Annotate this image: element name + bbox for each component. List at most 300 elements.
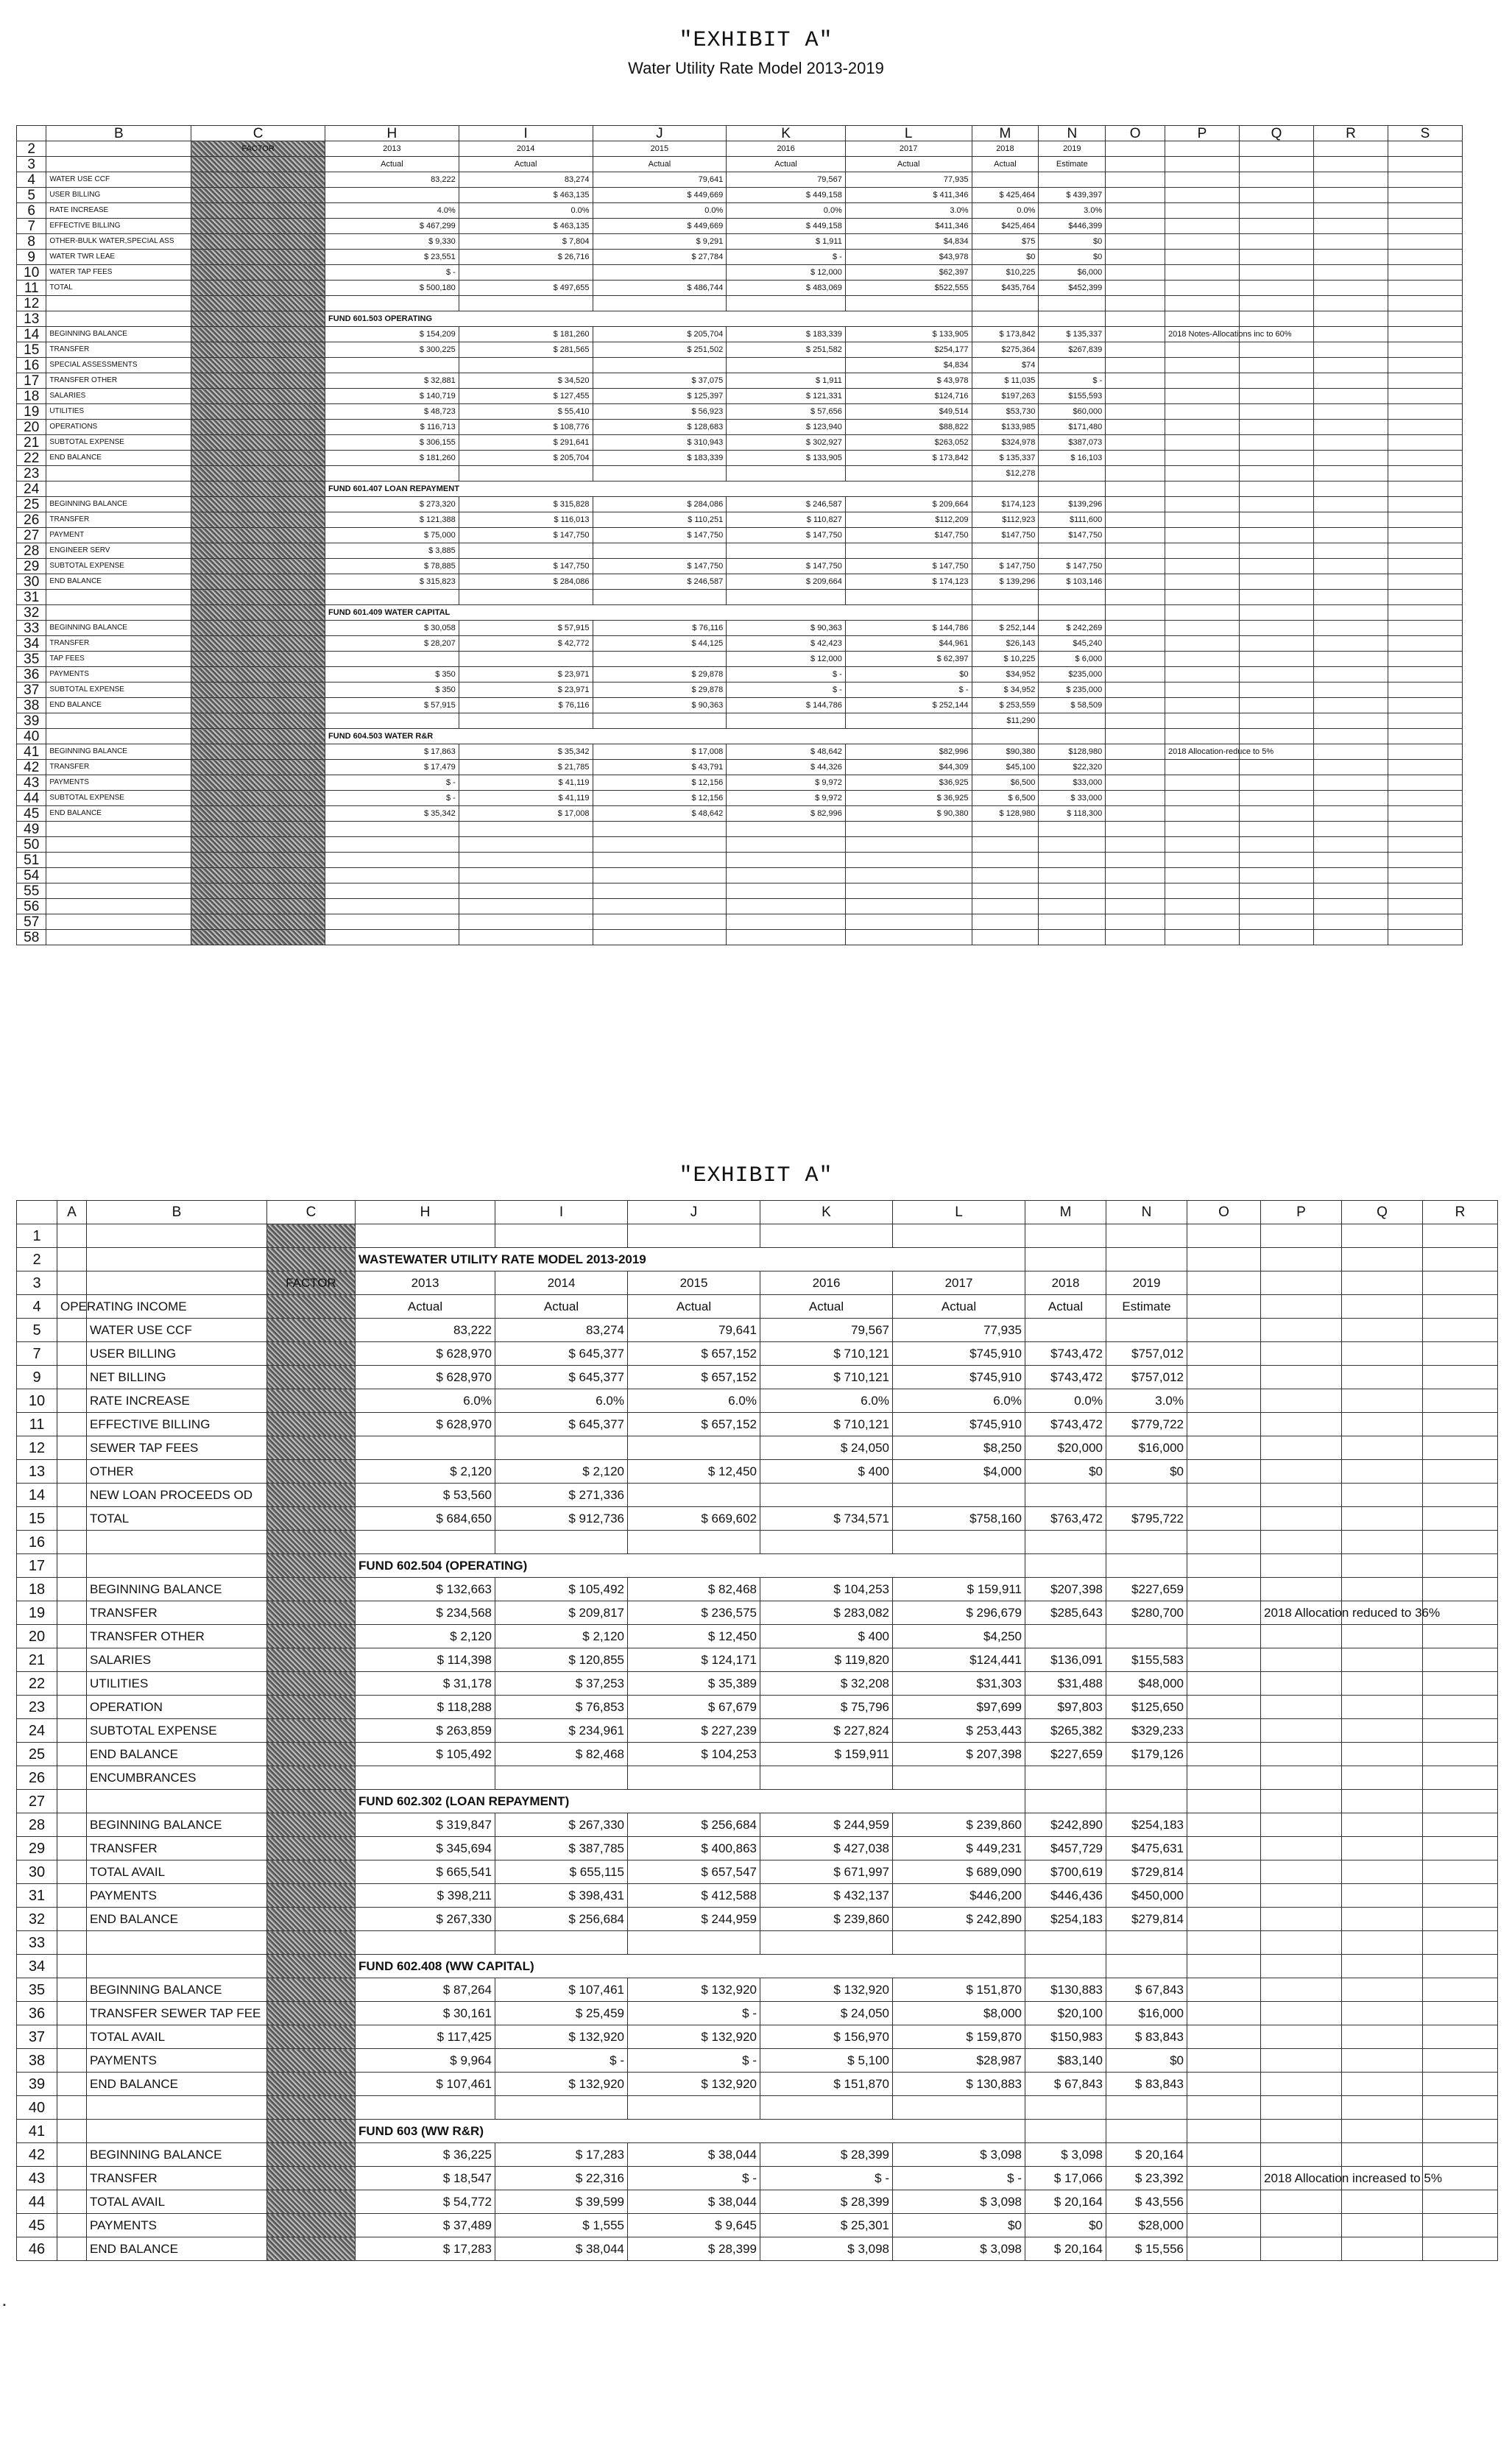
value-cell: $ 3,885 bbox=[325, 543, 459, 559]
value-cell bbox=[593, 590, 727, 605]
value-cell: $ 710,121 bbox=[760, 1413, 893, 1436]
notes-cell bbox=[1187, 1766, 1261, 1790]
notes-cell bbox=[1423, 1813, 1498, 1837]
notes-cell bbox=[1342, 1813, 1423, 1837]
row-label bbox=[57, 1342, 87, 1366]
row-label: END BALANCE bbox=[87, 1908, 267, 1931]
value-cell: $ 300,225 bbox=[325, 342, 459, 358]
notes-cell bbox=[1388, 822, 1462, 837]
table-row bbox=[17, 311, 1463, 327]
value-cell bbox=[727, 466, 846, 482]
notes-cell bbox=[1261, 1672, 1342, 1696]
factor-cell bbox=[267, 2237, 356, 2261]
value-cell: $ 227,824 bbox=[760, 1719, 893, 1743]
notes-cell bbox=[1106, 311, 1165, 327]
notes-cell bbox=[1261, 1271, 1342, 1295]
notes-cell bbox=[1313, 621, 1388, 636]
row-label: SUBTOTAL EXPENSE bbox=[46, 682, 191, 698]
value-cell: $ 12,156 bbox=[593, 791, 727, 806]
row-number: 15 bbox=[17, 342, 46, 358]
value-cell: $ 139,296 bbox=[972, 574, 1039, 590]
value-cell: 77,935 bbox=[845, 172, 972, 188]
notes-cell bbox=[1106, 760, 1165, 775]
value-cell: $758,160 bbox=[893, 1507, 1025, 1531]
value-cell: $ 28,399 bbox=[760, 2190, 893, 2214]
value-cell: $ 1,911 bbox=[727, 234, 846, 250]
value-cell: $ 159,911 bbox=[893, 1578, 1025, 1601]
value-cell bbox=[593, 466, 727, 482]
notes-cell bbox=[1187, 1813, 1261, 1837]
value-cell bbox=[593, 652, 727, 667]
table-row bbox=[17, 667, 1463, 682]
value-cell: $435,764 bbox=[972, 281, 1039, 296]
column-letter: J bbox=[628, 1201, 760, 1224]
value-cell: $ 12,156 bbox=[593, 775, 727, 791]
notes-cell bbox=[1165, 698, 1240, 713]
factor-cell bbox=[267, 1342, 356, 1366]
row-number: 46 bbox=[17, 2237, 57, 2261]
notes-cell bbox=[1423, 1860, 1498, 1884]
row-label bbox=[57, 1248, 87, 1271]
value-cell bbox=[972, 296, 1039, 311]
row-label: OTHER-BULK WATER,SPECIAL ASS bbox=[46, 234, 191, 250]
value-cell: $0 bbox=[1025, 2214, 1106, 2237]
notes-cell bbox=[1187, 2120, 1261, 2143]
value-cell: $ 449,231 bbox=[893, 1837, 1025, 1860]
row-number: 25 bbox=[17, 497, 46, 512]
value-cell: $ 82,996 bbox=[727, 806, 846, 822]
notes-cell bbox=[1313, 420, 1388, 435]
table-row bbox=[17, 1578, 1498, 1601]
notes-cell bbox=[1165, 528, 1240, 543]
notes-cell bbox=[1388, 930, 1462, 945]
factor-cell bbox=[191, 930, 325, 945]
value-cell: $700,619 bbox=[1025, 1860, 1106, 1884]
row-label: RATE INCREASE bbox=[87, 1389, 267, 1413]
notes-cell bbox=[1187, 2025, 1261, 2049]
notes-cell bbox=[1313, 899, 1388, 914]
value-cell bbox=[459, 914, 593, 930]
value-cell: $ 43,791 bbox=[593, 760, 727, 775]
notes-cell bbox=[1240, 806, 1314, 822]
value-cell: $ 147,750 bbox=[593, 528, 727, 543]
value-cell: $ 23,971 bbox=[459, 682, 593, 698]
value-cell bbox=[1025, 1790, 1106, 1813]
notes-cell bbox=[1106, 451, 1165, 466]
notes-cell bbox=[1261, 1507, 1342, 1531]
notes-cell bbox=[1165, 404, 1240, 420]
value-cell: $ 105,492 bbox=[356, 1743, 495, 1766]
value-cell: $0 bbox=[972, 250, 1039, 265]
value-cell: $ 76,853 bbox=[495, 1696, 628, 1719]
row-label bbox=[57, 2049, 87, 2073]
value-cell bbox=[356, 1224, 495, 1248]
row-number: 16 bbox=[17, 358, 46, 373]
row-label bbox=[46, 868, 191, 883]
notes-cell bbox=[1423, 2073, 1498, 2096]
value-cell: $ 83,843 bbox=[1106, 2073, 1187, 2096]
notes-cell bbox=[1165, 853, 1240, 868]
notes-cell bbox=[1106, 729, 1165, 744]
value-cell: $ 57,656 bbox=[727, 404, 846, 420]
value-cell: $207,398 bbox=[1025, 1578, 1106, 1601]
row-label: TOTAL AVAIL bbox=[87, 2190, 267, 2214]
notes-cell bbox=[1106, 713, 1165, 729]
notes-cell bbox=[1165, 883, 1240, 899]
row-number: 58 bbox=[17, 930, 46, 945]
value-cell bbox=[593, 822, 727, 837]
value-cell: $ 132,920 bbox=[628, 2073, 760, 2096]
factor-cell bbox=[267, 1978, 356, 2002]
notes-cell bbox=[1187, 1672, 1261, 1696]
value-cell: $45,100 bbox=[972, 760, 1039, 775]
notes-cell bbox=[1388, 250, 1462, 265]
value-cell: 2019 bbox=[1106, 1271, 1187, 1295]
value-cell: $ 34,952 bbox=[972, 682, 1039, 698]
value-cell: $ 174,123 bbox=[845, 574, 972, 590]
notes-cell bbox=[1423, 1672, 1498, 1696]
row-number: 24 bbox=[17, 482, 46, 497]
value-cell: $ 263,859 bbox=[356, 1719, 495, 1743]
value-cell: $ 124,171 bbox=[628, 1648, 760, 1672]
value-cell: $ 44,125 bbox=[593, 636, 727, 652]
notes-cell bbox=[1388, 265, 1462, 281]
row-label bbox=[57, 1554, 87, 1578]
value-cell: $ 120,855 bbox=[495, 1648, 628, 1672]
table-row bbox=[17, 1625, 1498, 1648]
value-cell: $ 75,000 bbox=[325, 528, 459, 543]
notes-cell bbox=[1261, 1790, 1342, 1813]
notes-cell bbox=[1106, 157, 1165, 172]
row-label bbox=[87, 1224, 267, 1248]
value-cell bbox=[727, 899, 846, 914]
factor-cell bbox=[191, 435, 325, 451]
notes-cell bbox=[1240, 172, 1314, 188]
notes-cell bbox=[1313, 744, 1388, 760]
value-cell: $ 467,299 bbox=[325, 219, 459, 234]
notes-cell bbox=[1261, 2190, 1342, 2214]
notes-cell bbox=[1313, 543, 1388, 559]
value-cell: 6.0% bbox=[495, 1389, 628, 1413]
notes-cell bbox=[1423, 2214, 1498, 2237]
notes-cell bbox=[1342, 1578, 1423, 1601]
notes-cell bbox=[1313, 883, 1388, 899]
row-label bbox=[57, 1601, 87, 1625]
value-cell bbox=[1039, 358, 1106, 373]
notes-cell bbox=[1342, 2073, 1423, 2096]
notes-cell bbox=[1165, 590, 1240, 605]
value-cell bbox=[356, 1766, 495, 1790]
value-cell: 6.0% bbox=[628, 1389, 760, 1413]
value-cell: $ 2,120 bbox=[495, 1460, 628, 1484]
row-label bbox=[57, 1908, 87, 1931]
value-cell: $174,123 bbox=[972, 497, 1039, 512]
notes-cell bbox=[1240, 636, 1314, 652]
notes-cell bbox=[1187, 2214, 1261, 2237]
row-number: 43 bbox=[17, 2167, 57, 2190]
value-cell: 6.0% bbox=[760, 1389, 893, 1413]
notes-cell bbox=[1423, 1766, 1498, 1790]
value-cell bbox=[1025, 1625, 1106, 1648]
notes-cell bbox=[1313, 358, 1388, 373]
value-cell: $ 207,398 bbox=[893, 1743, 1025, 1766]
value-cell: $22,320 bbox=[1039, 760, 1106, 775]
notes-cell bbox=[1388, 497, 1462, 512]
value-cell: $ 463,135 bbox=[459, 188, 593, 203]
value-cell: $ 36,225 bbox=[356, 2143, 495, 2167]
row-number: 41 bbox=[17, 744, 46, 760]
notes-cell bbox=[1261, 1719, 1342, 1743]
value-cell: $ 144,786 bbox=[845, 621, 972, 636]
column-letter: N bbox=[1039, 126, 1106, 141]
value-cell: $4,250 bbox=[893, 1625, 1025, 1648]
row-number: 27 bbox=[17, 1790, 57, 1813]
row-number: 13 bbox=[17, 1460, 57, 1484]
notes-cell bbox=[1261, 2073, 1342, 2096]
notes-cell bbox=[1165, 234, 1240, 250]
value-cell: $ 9,972 bbox=[727, 775, 846, 791]
value-cell bbox=[727, 914, 846, 930]
table-row bbox=[17, 1837, 1498, 1860]
value-cell bbox=[893, 1931, 1025, 1955]
value-cell: $ 133,905 bbox=[727, 451, 846, 466]
value-cell bbox=[1039, 590, 1106, 605]
value-cell: $411,346 bbox=[845, 219, 972, 234]
value-cell: $ 32,881 bbox=[325, 373, 459, 389]
value-cell bbox=[356, 1931, 495, 1955]
value-cell bbox=[845, 713, 972, 729]
row-number: 26 bbox=[17, 512, 46, 528]
value-cell: $ 500,180 bbox=[325, 281, 459, 296]
value-cell bbox=[972, 883, 1039, 899]
column-letter: L bbox=[845, 126, 972, 141]
value-cell: $ 244,959 bbox=[628, 1908, 760, 1931]
row-number: 20 bbox=[17, 420, 46, 435]
notes-cell bbox=[1342, 1366, 1423, 1389]
row-label: TRANSFER OTHER bbox=[87, 1625, 267, 1648]
value-cell: 79,641 bbox=[628, 1319, 760, 1342]
fund-heading: FUND 604.503 WATER R&R bbox=[325, 729, 972, 744]
value-cell: $254,183 bbox=[1106, 1813, 1187, 1837]
value-cell: $ 17,479 bbox=[325, 760, 459, 775]
factor-cell bbox=[191, 822, 325, 837]
value-cell: $ 121,331 bbox=[727, 389, 846, 404]
value-cell: $ 37,075 bbox=[593, 373, 727, 389]
column-letter: M bbox=[972, 126, 1039, 141]
value-cell: Actual bbox=[1025, 1295, 1106, 1319]
value-cell: $ 116,713 bbox=[325, 420, 459, 435]
row-number: 7 bbox=[17, 219, 46, 234]
value-cell: 2018 bbox=[972, 141, 1039, 157]
value-cell: $133,985 bbox=[972, 420, 1039, 435]
notes-cell bbox=[1313, 141, 1388, 157]
value-cell: $ - bbox=[325, 265, 459, 281]
value-cell: $ 5,100 bbox=[760, 2049, 893, 2073]
notes-cell bbox=[1313, 574, 1388, 590]
notes-cell bbox=[1165, 188, 1240, 203]
value-cell: $33,000 bbox=[1039, 775, 1106, 791]
notes-cell bbox=[1240, 729, 1314, 744]
row-number: 15 bbox=[17, 1507, 57, 1531]
row-label bbox=[57, 2214, 87, 2237]
fund-heading: FUND 601.503 OPERATING bbox=[325, 311, 972, 327]
value-cell: $ 315,828 bbox=[459, 497, 593, 512]
row-label bbox=[46, 590, 191, 605]
value-cell bbox=[593, 899, 727, 914]
value-cell: $48,000 bbox=[1106, 1672, 1187, 1696]
factor-cell bbox=[267, 1955, 356, 1978]
notes-cell bbox=[1240, 899, 1314, 914]
value-cell: 79,567 bbox=[760, 1319, 893, 1342]
row-label bbox=[57, 1837, 87, 1860]
value-cell: $6,000 bbox=[1039, 265, 1106, 281]
notes-cell bbox=[1313, 404, 1388, 420]
row-number: 29 bbox=[17, 559, 46, 574]
notes-cell bbox=[1106, 528, 1165, 543]
notes-cell bbox=[1423, 1648, 1498, 1672]
value-cell: $ 67,843 bbox=[1025, 2073, 1106, 2096]
value-cell: $ 3,098 bbox=[760, 2237, 893, 2261]
value-cell: $457,729 bbox=[1025, 1837, 1106, 1860]
notes-cell bbox=[1313, 234, 1388, 250]
table-row bbox=[17, 2143, 1498, 2167]
notes-cell bbox=[1423, 2143, 1498, 2167]
value-cell: $ 35,389 bbox=[628, 1672, 760, 1696]
notes-cell bbox=[1313, 791, 1388, 806]
row-label: USER BILLING bbox=[46, 188, 191, 203]
table-row bbox=[17, 682, 1463, 698]
value-cell bbox=[845, 914, 972, 930]
value-cell: $111,600 bbox=[1039, 512, 1106, 528]
value-cell: $ 6,500 bbox=[972, 791, 1039, 806]
notes-cell bbox=[1342, 1531, 1423, 1554]
value-cell bbox=[593, 883, 727, 899]
table-row bbox=[17, 389, 1463, 404]
value-cell: $254,177 bbox=[845, 342, 972, 358]
notes-cell bbox=[1106, 621, 1165, 636]
value-cell: $ 16,103 bbox=[1039, 451, 1106, 466]
row-number: 28 bbox=[17, 543, 46, 559]
row-label bbox=[46, 141, 191, 157]
notes-cell bbox=[1342, 2049, 1423, 2073]
notes-cell bbox=[1261, 1648, 1342, 1672]
notes-cell bbox=[1240, 281, 1314, 296]
value-cell: $ 427,038 bbox=[760, 1837, 893, 1860]
notes-cell bbox=[1423, 1460, 1498, 1484]
notes-cell bbox=[1313, 250, 1388, 265]
table-row bbox=[17, 528, 1463, 543]
row-label: BEGINNING BALANCE bbox=[46, 497, 191, 512]
factor-cell: FACTOR bbox=[191, 141, 325, 157]
row-number: 31 bbox=[17, 590, 46, 605]
value-cell: $ 44,326 bbox=[727, 760, 846, 775]
row-number: 34 bbox=[17, 1955, 57, 1978]
notes-cell bbox=[1342, 1460, 1423, 1484]
value-cell bbox=[1106, 2120, 1187, 2143]
value-cell bbox=[325, 296, 459, 311]
value-cell bbox=[593, 914, 727, 930]
value-cell bbox=[628, 1484, 760, 1507]
row-label bbox=[57, 2120, 87, 2143]
row-label bbox=[46, 853, 191, 868]
value-cell bbox=[356, 2096, 495, 2120]
notes-cell bbox=[1106, 698, 1165, 713]
factor-cell bbox=[267, 1908, 356, 1931]
notes-cell bbox=[1388, 342, 1462, 358]
value-cell bbox=[495, 1766, 628, 1790]
factor-cell bbox=[191, 543, 325, 559]
value-cell bbox=[325, 914, 459, 930]
notes-cell bbox=[1106, 837, 1165, 853]
notes-cell bbox=[1388, 744, 1462, 760]
notes-cell bbox=[1423, 1413, 1498, 1436]
value-cell bbox=[893, 2096, 1025, 2120]
value-cell: $450,000 bbox=[1106, 1884, 1187, 1908]
value-cell: $ 181,260 bbox=[325, 451, 459, 466]
column-letter: S bbox=[1388, 126, 1462, 141]
value-cell bbox=[760, 1766, 893, 1790]
value-cell: $ 235,000 bbox=[1039, 682, 1106, 698]
value-cell: $53,730 bbox=[972, 404, 1039, 420]
row-label: SUBTOTAL EXPENSE bbox=[46, 791, 191, 806]
value-cell: 6.0% bbox=[356, 1389, 495, 1413]
value-cell: $ 227,239 bbox=[628, 1719, 760, 1743]
notes-cell bbox=[1388, 543, 1462, 559]
value-cell: $74 bbox=[972, 358, 1039, 373]
notes-cell bbox=[1106, 667, 1165, 682]
notes-cell bbox=[1240, 234, 1314, 250]
factor-cell bbox=[267, 1696, 356, 1719]
notes-cell bbox=[1165, 667, 1240, 682]
row-label bbox=[57, 1224, 87, 1248]
notes-cell bbox=[1240, 698, 1314, 713]
value-cell: $ 35,342 bbox=[325, 806, 459, 822]
table-row bbox=[17, 605, 1463, 621]
row-number: 28 bbox=[17, 1813, 57, 1837]
notes-cell bbox=[1423, 1389, 1498, 1413]
value-cell: $ 246,587 bbox=[593, 574, 727, 590]
notes-cell bbox=[1106, 899, 1165, 914]
value-cell: $ 114,398 bbox=[356, 1648, 495, 1672]
value-cell: $ 132,920 bbox=[628, 1978, 760, 2002]
value-cell: $ 345,694 bbox=[356, 1837, 495, 1860]
notes-cell bbox=[1106, 930, 1165, 945]
factor-cell bbox=[191, 868, 325, 883]
value-cell bbox=[1106, 1790, 1187, 1813]
notes-cell bbox=[1342, 2025, 1423, 2049]
notes-cell bbox=[1388, 512, 1462, 528]
notes-cell bbox=[1388, 234, 1462, 250]
value-cell: $ 2,120 bbox=[356, 1460, 495, 1484]
table-row bbox=[17, 157, 1463, 172]
row-label: OPERATIONS bbox=[46, 420, 191, 435]
notes-cell bbox=[1313, 914, 1388, 930]
water-rate-sheet bbox=[16, 125, 1463, 945]
notes-cell bbox=[1165, 281, 1240, 296]
factor-cell bbox=[267, 2049, 356, 2073]
row-label bbox=[57, 1719, 87, 1743]
value-cell bbox=[727, 930, 846, 945]
value-cell bbox=[325, 358, 459, 373]
notes-cell bbox=[1106, 914, 1165, 930]
notes-cell bbox=[1388, 172, 1462, 188]
value-cell bbox=[325, 899, 459, 914]
notes-cell bbox=[1187, 2073, 1261, 2096]
value-cell: 4.0% bbox=[325, 203, 459, 219]
value-cell bbox=[1025, 1531, 1106, 1554]
row-number: 44 bbox=[17, 2190, 57, 2214]
notes-cell bbox=[1240, 188, 1314, 203]
